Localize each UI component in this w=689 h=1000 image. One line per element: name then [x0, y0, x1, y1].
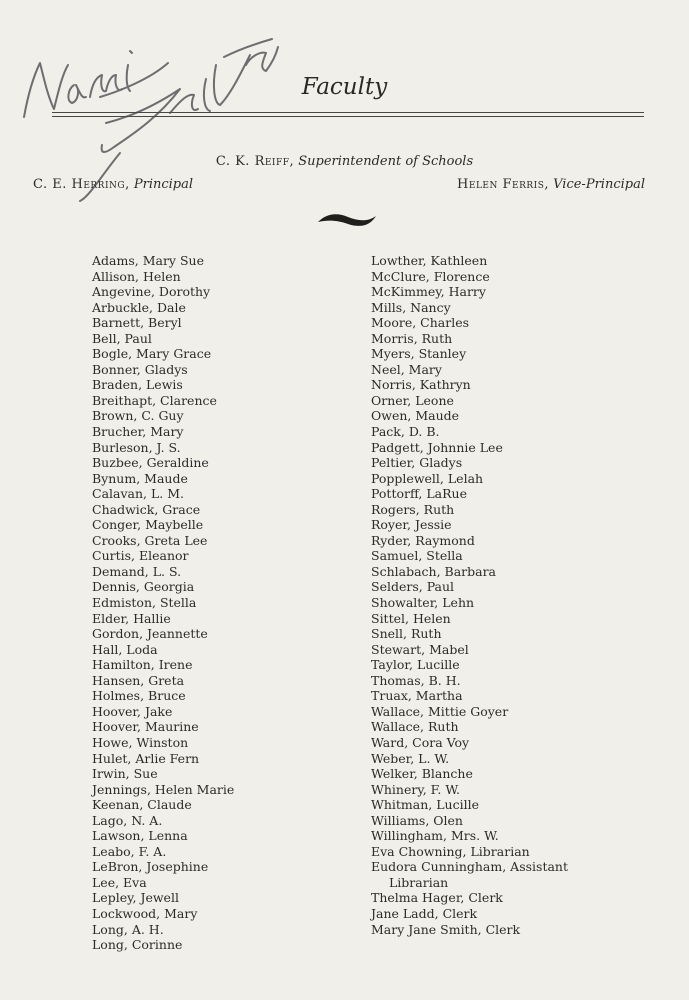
faculty-list-item: Crooks, Greta Lee	[92, 532, 208, 548]
faculty-list-item: Chadwick, Grace	[92, 501, 201, 517]
faculty-list-item: Lee, Eva	[92, 874, 147, 890]
handwritten-signature	[10, 5, 280, 205]
faculty-list-item: Welker, Blanche	[371, 766, 473, 782]
faculty-list-item: Elder, Hallie	[92, 610, 171, 626]
faculty-list-item: Long, Corinne	[92, 937, 183, 953]
faculty-list-item: Eva Chowning, Librarian	[371, 843, 530, 859]
faculty-list-item: Bogle, Mary Grace	[92, 346, 212, 362]
faculty-list-item: Lawson, Lenna	[92, 828, 188, 844]
faculty-list-item: Padgett, Johnnie Lee	[371, 439, 503, 455]
faculty-list-item: Whitman, Lucille	[371, 797, 479, 813]
faculty-list-item: Royer, Jessie	[371, 517, 452, 533]
faculty-list-item: Mills, Nancy	[371, 299, 451, 315]
faculty-list-item: Burleson, J. S.	[92, 439, 181, 455]
faculty-list-item: Bell, Paul	[92, 330, 152, 346]
faculty-list-left	[92, 253, 234, 953]
faculty-list-item: Jane Ladd, Clerk	[371, 905, 478, 921]
faculty-list-item: Braden, Lewis	[92, 377, 183, 393]
faculty-list-item: Hulet, Arlie Fern	[92, 750, 200, 766]
faculty-list-item: Irwin, Sue	[92, 766, 158, 782]
faculty-list-item: Jennings, Helen Marie	[92, 781, 235, 797]
faculty-list-item: Samuel, Stella	[371, 548, 463, 564]
faculty-list-item: Peltier, Gladys	[371, 455, 463, 471]
faculty-list-item: Schlabach, Barbara	[371, 563, 497, 579]
faculty-list-item: McKimmey, Harry	[371, 284, 486, 300]
faculty-list-item: Lepley, Jewell	[92, 890, 179, 906]
faculty-list-item: Holmes, Bruce	[92, 688, 186, 704]
title-rule-top	[52, 112, 644, 113]
faculty-list-item: Dennis, Georgia	[92, 579, 195, 595]
superintendent-role: Superintendent of Schools	[298, 154, 474, 169]
faculty-list-item: Lockwood, Mary	[92, 905, 198, 921]
faculty-list-item: Demand, L. S.	[92, 563, 182, 579]
faculty-list-item: Willingham, Mrs. W.	[371, 828, 499, 844]
faculty-list-item: Whinery, F. W.	[371, 781, 460, 797]
faculty-list-item: Weber, L. W.	[371, 750, 450, 766]
faculty-list-item: Sittel, Helen	[371, 610, 451, 626]
faculty-list-item: Stewart, Mabel	[371, 641, 469, 657]
faculty-list-item: Long, A. H.	[92, 921, 164, 937]
ornament-swash-icon	[316, 208, 378, 230]
faculty-list-item: Taylor, Lucille	[371, 657, 460, 673]
faculty-list-item: Allison, Helen	[92, 268, 181, 284]
faculty-list-item: Hoover, Maurine	[92, 719, 199, 735]
faculty-list-item: Arbuckle, Dale	[92, 299, 186, 315]
faculty-list-item: Norris, Kathryn	[371, 377, 471, 393]
faculty-list-item: McClure, Florence	[371, 268, 490, 284]
faculty-list-item: Keenan, Claude	[92, 797, 192, 813]
faculty-list-item: Lago, N. A.	[92, 812, 163, 828]
faculty-list-item: Wallace, Mittie Goyer	[371, 703, 509, 719]
faculty-list-item: Brown, C. Guy	[92, 408, 184, 424]
faculty-list-item: Thelma Hager, Clerk	[371, 890, 503, 906]
faculty-list-item: Thomas, B. H.	[371, 672, 461, 688]
faculty-list-item: Morris, Ruth	[371, 330, 453, 346]
principal-name: C. E. Herring,	[33, 177, 130, 192]
title-rule-bottom	[52, 116, 644, 117]
faculty-list-item: Barnett, Beryl	[92, 315, 182, 331]
faculty-list-item: Conger, Maybelle	[92, 517, 204, 533]
faculty-list-item: Curtis, Eleanor	[92, 548, 189, 564]
faculty-list-right	[371, 253, 621, 937]
faculty-list-item: Ward, Cora Voy	[371, 734, 470, 750]
faculty-list-item: Bonner, Gladys	[92, 361, 188, 377]
vice-principal-role: Vice-Principal	[553, 177, 645, 192]
superintendent-name: C. K. Reiff,	[215, 154, 295, 169]
faculty-list-item: Williams, Olen	[371, 812, 463, 828]
superintendent-line	[0, 154, 689, 169]
faculty-list-item: Ryder, Raymond	[371, 532, 475, 548]
faculty-list-item: Calavan, L. M.	[92, 486, 184, 502]
faculty-list-item: Owen, Maude	[371, 408, 460, 424]
faculty-list-item: Orner, Leone	[371, 392, 454, 408]
faculty-list-item: Buzbee, Geraldine	[92, 455, 209, 471]
faculty-list-item: Breithapt, Clarence	[92, 392, 217, 408]
faculty-list-item: Hall, Loda	[92, 641, 158, 657]
faculty-list-item: Eudora Cunningham, Assistant Librarian	[371, 859, 568, 890]
faculty-list-item: Angevine, Dorothy	[92, 284, 211, 300]
faculty-list-item: Truax, Martha	[371, 688, 463, 704]
page-title: Faculty	[301, 74, 388, 100]
vice-principal-name: Helen Ferris,	[457, 177, 549, 192]
faculty-list-item: Moore, Charles	[371, 315, 470, 331]
faculty-list-item: Lowther, Kathleen	[371, 253, 488, 268]
faculty-list-item: Edmiston, Stella	[92, 595, 197, 611]
faculty-list-item: Hamilton, Irene	[92, 657, 193, 673]
faculty-list-item: LeBron, Josephine	[92, 859, 209, 875]
faculty-list-item: Brucher, Mary	[92, 424, 184, 440]
faculty-list-item: Adams, Mary Sue	[92, 253, 204, 268]
faculty-list-item: Showalter, Lehn	[371, 595, 475, 611]
faculty-list-item: Hoover, Jake	[92, 703, 173, 719]
principal-role: Principal	[133, 177, 194, 192]
faculty-list-item: Snell, Ruth	[371, 626, 442, 642]
faculty-list-item: Neel, Mary	[371, 361, 442, 377]
principal-line	[33, 177, 193, 192]
faculty-list-item: Myers, Stanley	[371, 346, 467, 362]
faculty-list-item: Pack, D. B.	[371, 424, 440, 440]
faculty-list-item: Pottorff, LaRue	[371, 486, 467, 502]
faculty-list-item: Mary Jane Smith, Clerk	[371, 921, 521, 937]
faculty-list-item: Gordon, Jeannette	[92, 626, 208, 642]
vice-principal-line	[457, 177, 645, 192]
faculty-list-item: Leabo, F. A.	[92, 843, 167, 859]
faculty-list-item: Wallace, Ruth	[371, 719, 459, 735]
faculty-list-item: Rogers, Ruth	[371, 501, 455, 517]
faculty-list-item: Hansen, Greta	[92, 672, 185, 688]
faculty-list-item: Howe, Winston	[92, 734, 189, 750]
faculty-list-item: Popplewell, Lelah	[371, 470, 484, 486]
faculty-list-item: Bynum, Maude	[92, 470, 188, 486]
faculty-list-item: Selders, Paul	[371, 579, 455, 595]
